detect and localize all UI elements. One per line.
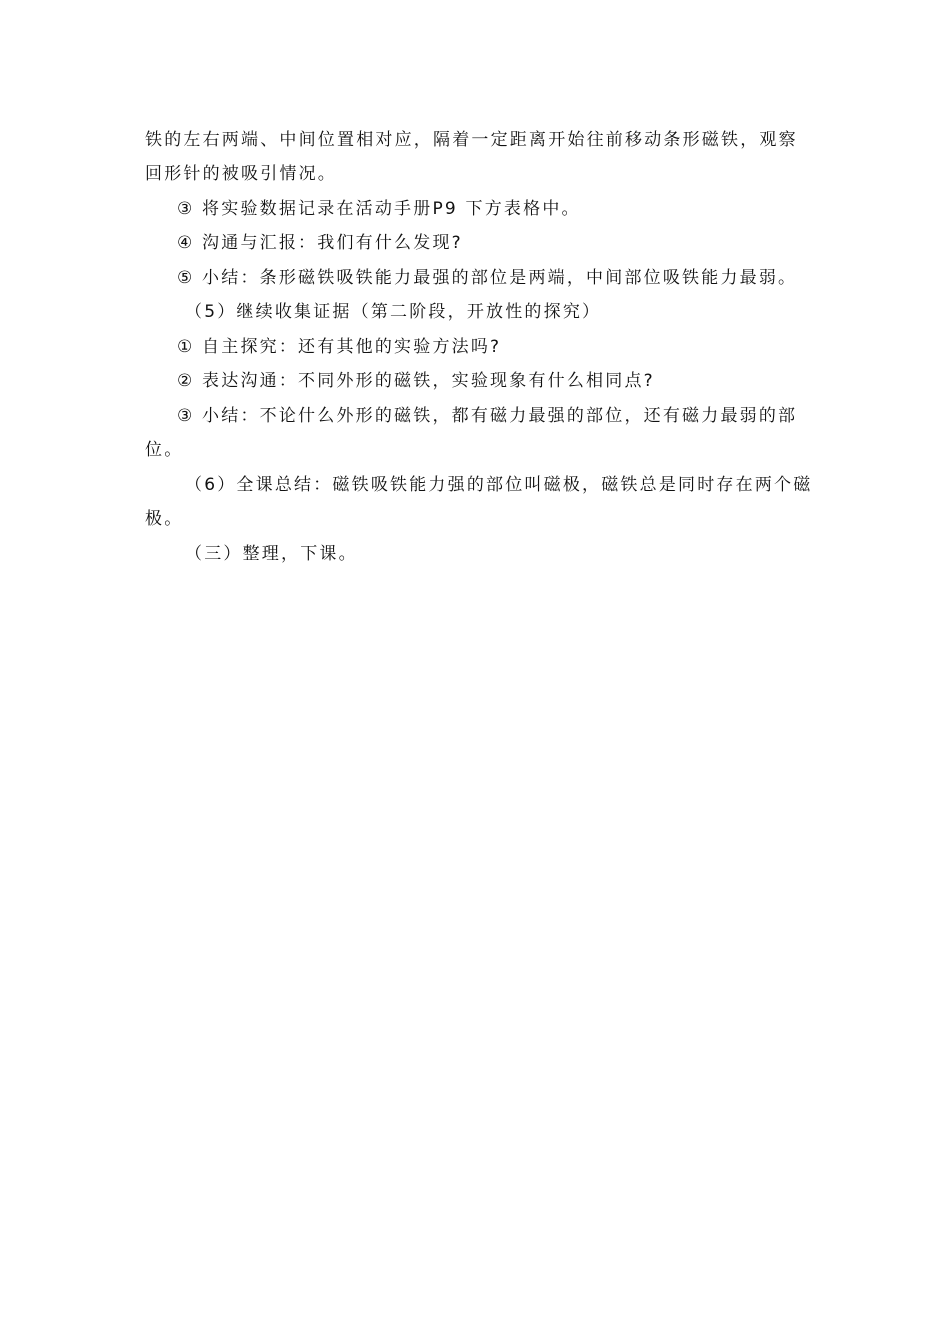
paragraph-line-2: 回形针的被吸引情况。 <box>145 164 337 184</box>
step-5-summary: ⑤ 小结：条形磁铁吸铁能力最强的部位是两端，中间部位吸铁能力最弱。 <box>177 268 798 288</box>
step-1-self-inquiry: ① 自主探究：还有其他的实验方法吗? <box>177 337 502 357</box>
section-6-conclusion: （6）全课总结：磁铁吸铁能力强的部位叫磁极，磁铁总是同时存在两个磁 <box>185 475 813 495</box>
step-3-record-data: ③ 将实验数据记录在活动手册P9 下方表格中。 <box>177 199 581 219</box>
section-3-closing: （三）整理，下课。 <box>185 544 358 564</box>
section-5-heading: （5）继续收集证据（第二阶段，开放性的探究） <box>185 302 602 322</box>
step-4-discussion: ④ 沟通与汇报：我们有什么发现? <box>177 233 463 253</box>
step-3-summary-continued: 位。 <box>145 440 184 460</box>
step-3-summary: ③ 小结：不论什么外形的磁铁，都有磁力最强的部位，还有磁力最弱的部 <box>177 406 798 426</box>
section-6-conclusion-continued: 极。 <box>145 509 184 529</box>
paragraph-line-1: 铁的左右两端、中间位置相对应，隔着一定距离开始往前移动条形磁铁，观察 <box>145 130 798 150</box>
step-2-expression: ② 表达沟通：不同外形的磁铁，实验现象有什么相同点? <box>177 371 655 391</box>
